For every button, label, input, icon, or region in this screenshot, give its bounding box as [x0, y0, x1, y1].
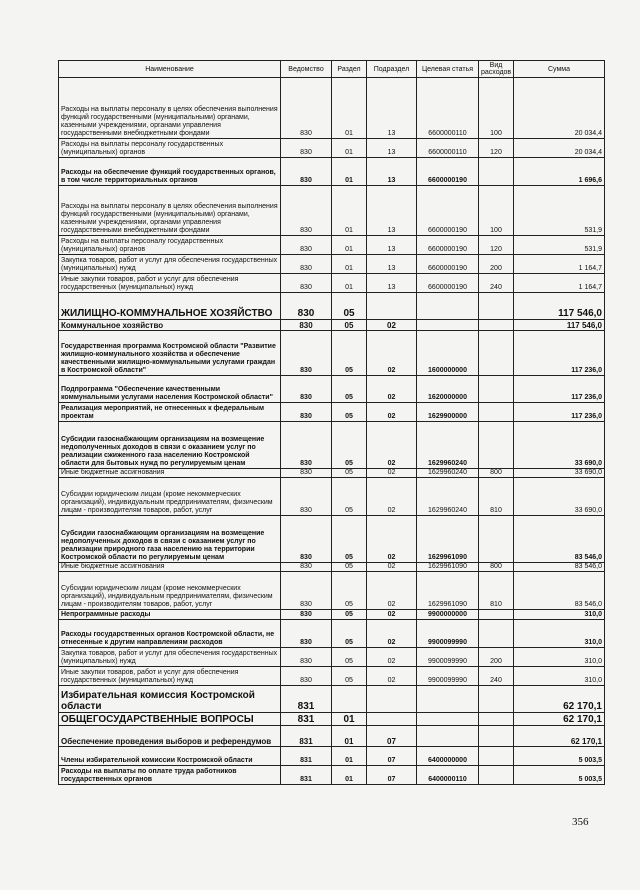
department-cell: 831	[281, 713, 332, 726]
amount-cell: 1 164,7	[514, 274, 605, 293]
target-item-cell: 6600000190	[417, 236, 479, 255]
name-cell: Непрограммные расходы	[59, 610, 281, 620]
table-row	[59, 469, 605, 478]
target-item-cell: 1600000000	[417, 331, 479, 376]
target-item-cell: 1620000000	[417, 376, 479, 403]
section-cell: 05	[332, 516, 367, 563]
subsection-cell: 13	[367, 255, 417, 274]
table-row	[59, 747, 605, 766]
expense-kind-cell	[479, 320, 514, 331]
department-cell: 830	[281, 422, 332, 469]
target-item-cell: 9900000000	[417, 610, 479, 620]
subsection-cell: 02	[367, 572, 417, 610]
amount-cell: 531,9	[514, 236, 605, 255]
amount-cell: 20 034,4	[514, 78, 605, 139]
subsection-cell: 13	[367, 139, 417, 158]
section-cell: 05	[332, 610, 367, 620]
amount-cell: 117 546,0	[514, 320, 605, 331]
subsection-cell: 02	[367, 376, 417, 403]
section-cell: 01	[332, 726, 367, 747]
target-item-cell: 1629960240	[417, 469, 479, 478]
department-cell: 831	[281, 766, 332, 785]
table-row	[59, 563, 605, 572]
expense-kind-cell	[479, 610, 514, 620]
name-cell: Обеспечение проведения выборов и референдумов	[59, 726, 281, 747]
name-cell: Субсидии газоснабжающим организациям на возмещение недополученных доходов в связи с оказанием услуг по реализации природного газа населению на территории Костромской области по регулируемым ценам	[59, 516, 281, 563]
expense-kind-cell: 240	[479, 667, 514, 686]
table-row	[59, 713, 605, 726]
target-item-cell: 6400000110	[417, 766, 479, 785]
table-row	[59, 516, 605, 563]
section-cell: 01	[332, 139, 367, 158]
section-cell: 05	[332, 469, 367, 478]
expense-kind-cell	[479, 686, 514, 713]
target-item-cell: 1629960240	[417, 478, 479, 516]
header-subsection: Подраздел	[367, 61, 417, 78]
department-cell: 830	[281, 667, 332, 686]
section-cell: 01	[332, 274, 367, 293]
amount-cell: 62 170,1	[514, 713, 605, 726]
department-cell: 830	[281, 139, 332, 158]
section-cell: 05	[332, 478, 367, 516]
subsection-cell	[367, 293, 417, 320]
section-cell: 01	[332, 158, 367, 186]
amount-cell: 310,0	[514, 610, 605, 620]
table-row	[59, 274, 605, 293]
amount-cell: 83 546,0	[514, 572, 605, 610]
table-row	[59, 648, 605, 667]
name-cell: ЖИЛИЩНО-КОММУНАЛЬНОЕ ХОЗЯЙСТВО	[59, 293, 281, 320]
amount-cell: 5 003,5	[514, 766, 605, 785]
name-cell: Расходы на выплаты по оплате труда работников государственных органов	[59, 766, 281, 785]
name-cell: Субсидии юридическим лицам (кроме некоммерческих организаций), индивидуальным предпринимателям, физическим лицам - производителям товаров, работ, услуг	[59, 572, 281, 610]
expense-kind-cell: 240	[479, 274, 514, 293]
expense-kind-cell: 100	[479, 78, 514, 139]
department-cell: 830	[281, 376, 332, 403]
subsection-cell: 02	[367, 516, 417, 563]
table-body	[59, 78, 605, 785]
table-header-row	[59, 61, 605, 78]
table-row	[59, 320, 605, 331]
name-cell: Подпрограмма "Обеспечение качественными коммунальными услугами населения Костромской области"	[59, 376, 281, 403]
target-item-cell: 6600000190	[417, 255, 479, 274]
subsection-cell: 02	[367, 648, 417, 667]
section-cell	[332, 686, 367, 713]
target-item-cell: 6600000190	[417, 186, 479, 236]
table-row	[59, 667, 605, 686]
table-row	[59, 766, 605, 785]
name-cell: Расходы на выплаты персоналу в целях обеспечения выполнения функций государственными (муниципальными) органами, казенными учреждениями, органами управления государственными внебюджетными фондами	[59, 78, 281, 139]
amount-cell: 1 696,6	[514, 158, 605, 186]
table-row	[59, 620, 605, 648]
subsection-cell: 02	[367, 610, 417, 620]
subsection-cell: 13	[367, 236, 417, 255]
table-row	[59, 422, 605, 469]
section-cell: 05	[332, 620, 367, 648]
department-cell: 830	[281, 331, 332, 376]
target-item-cell: 6600000190	[417, 158, 479, 186]
section-cell: 05	[332, 376, 367, 403]
expense-kind-cell	[479, 726, 514, 747]
amount-cell: 117 236,0	[514, 403, 605, 422]
department-cell: 831	[281, 726, 332, 747]
department-cell: 831	[281, 686, 332, 713]
table-row	[59, 293, 605, 320]
subsection-cell: 02	[367, 403, 417, 422]
name-cell: Иные закупки товаров, работ и услуг для обеспечения государственных (муниципальных) нужд	[59, 274, 281, 293]
expense-kind-cell: 800	[479, 469, 514, 478]
amount-cell: 33 690,0	[514, 422, 605, 469]
amount-cell: 310,0	[514, 667, 605, 686]
amount-cell: 531,9	[514, 186, 605, 236]
name-cell: Расходы на выплаты персоналу государственных (муниципальных) органов	[59, 236, 281, 255]
section-cell: 01	[332, 236, 367, 255]
subsection-cell: 13	[367, 186, 417, 236]
name-cell: Члены избирательной комиссии Костромской области	[59, 747, 281, 766]
table-row	[59, 610, 605, 620]
name-cell: Расходы на выплаты персоналу в целях обеспечения выполнения функций государственными (муниципальными) органами, казенными учреждениями, органами управления государственными внебюджетными фондами	[59, 186, 281, 236]
subsection-cell	[367, 713, 417, 726]
expense-kind-cell	[479, 516, 514, 563]
table-row	[59, 572, 605, 610]
expense-kind-cell: 200	[479, 255, 514, 274]
target-item-cell: 1629961090	[417, 563, 479, 572]
department-cell: 830	[281, 610, 332, 620]
department-cell: 830	[281, 236, 332, 255]
department-cell: 831	[281, 747, 332, 766]
department-cell: 830	[281, 255, 332, 274]
section-cell: 05	[332, 422, 367, 469]
subsection-cell: 13	[367, 78, 417, 139]
amount-cell: 117 546,0	[514, 293, 605, 320]
expense-kind-cell	[479, 747, 514, 766]
amount-cell: 62 170,1	[514, 686, 605, 713]
target-item-cell	[417, 686, 479, 713]
target-item-cell	[417, 726, 479, 747]
table-row	[59, 403, 605, 422]
table-row	[59, 686, 605, 713]
subsection-cell: 02	[367, 320, 417, 331]
table-row	[59, 255, 605, 274]
amount-cell: 83 546,0	[514, 563, 605, 572]
expense-kind-cell	[479, 376, 514, 403]
expense-kind-cell: 200	[479, 648, 514, 667]
subsection-cell: 02	[367, 620, 417, 648]
table-row	[59, 726, 605, 747]
subsection-cell: 02	[367, 478, 417, 516]
name-cell: Коммунальное хозяйство	[59, 320, 281, 331]
target-item-cell: 1629960240	[417, 422, 479, 469]
department-cell: 830	[281, 469, 332, 478]
name-cell: Субсидии газоснабжающим организациям на возмещение недополученных доходов в связи с оказанием услуг по реализации сжиженного газа населению Костромской области для бытовых нужд по регулируемым ценам	[59, 422, 281, 469]
department-cell: 830	[281, 403, 332, 422]
expense-kind-cell: 810	[479, 478, 514, 516]
target-item-cell: 9900099990	[417, 648, 479, 667]
expense-kind-cell	[479, 766, 514, 785]
expense-kind-cell	[479, 331, 514, 376]
amount-cell: 5 003,5	[514, 747, 605, 766]
target-item-cell: 1629961090	[417, 572, 479, 610]
expense-kind-cell: 120	[479, 139, 514, 158]
expense-kind-cell	[479, 158, 514, 186]
amount-cell: 62 170,1	[514, 726, 605, 747]
target-item-cell: 6600000110	[417, 139, 479, 158]
expense-kind-cell	[479, 422, 514, 469]
section-cell: 01	[332, 713, 367, 726]
department-cell: 830	[281, 293, 332, 320]
target-item-cell	[417, 293, 479, 320]
header-name: Наименование	[59, 61, 281, 78]
section-cell: 01	[332, 766, 367, 785]
section-cell: 01	[332, 747, 367, 766]
name-cell: Расходы на выплаты персоналу государственных (муниципальных) органов	[59, 139, 281, 158]
target-item-cell: 9900099990	[417, 667, 479, 686]
header-amount: Сумма	[514, 61, 605, 78]
table-row	[59, 186, 605, 236]
expense-kind-cell	[479, 403, 514, 422]
name-cell: Иные бюджетные ассигнования	[59, 563, 281, 572]
name-cell: Расходы на обеспечение функций государственных органов, в том числе территориальных органов	[59, 158, 281, 186]
header-target-item: Целевая статья	[417, 61, 479, 78]
table-row	[59, 331, 605, 376]
header-department: Ведомство	[281, 61, 332, 78]
page-number: 356	[572, 816, 589, 828]
expense-kind-cell: 100	[479, 186, 514, 236]
section-cell: 05	[332, 293, 367, 320]
department-cell: 830	[281, 478, 332, 516]
department-cell: 830	[281, 516, 332, 563]
target-item-cell: 6600000190	[417, 274, 479, 293]
name-cell: Субсидии юридическим лицам (кроме некоммерческих организаций), индивидуальным предпринимателям, физическим лицам - производителям товаров, работ, услуг	[59, 478, 281, 516]
expense-kind-cell	[479, 620, 514, 648]
name-cell: Избирательная комиссия Костромской области	[59, 686, 281, 713]
expense-kind-cell: 800	[479, 563, 514, 572]
table-row	[59, 158, 605, 186]
header-expense-kind: Вид расходов	[479, 61, 514, 78]
section-cell: 05	[332, 648, 367, 667]
amount-cell: 310,0	[514, 620, 605, 648]
expense-kind-cell	[479, 713, 514, 726]
subsection-cell: 13	[367, 274, 417, 293]
subsection-cell: 07	[367, 726, 417, 747]
subsection-cell: 13	[367, 158, 417, 186]
department-cell: 830	[281, 563, 332, 572]
department-cell: 830	[281, 572, 332, 610]
name-cell: Закупка товаров, работ и услуг для обеспечения государственных (муниципальных) нужд	[59, 648, 281, 667]
name-cell: Расходы государственных органов Костромской области, не отнесенные к другим направлениям расходов	[59, 620, 281, 648]
amount-cell: 117 236,0	[514, 331, 605, 376]
section-cell: 05	[332, 320, 367, 331]
subsection-cell: 02	[367, 563, 417, 572]
subsection-cell	[367, 686, 417, 713]
budget-table	[58, 60, 605, 785]
department-cell: 830	[281, 78, 332, 139]
expense-kind-cell	[479, 293, 514, 320]
target-item-cell	[417, 713, 479, 726]
target-item-cell: 1629961090	[417, 516, 479, 563]
amount-cell: 33 690,0	[514, 469, 605, 478]
department-cell: 830	[281, 274, 332, 293]
table-row	[59, 236, 605, 255]
department-cell: 830	[281, 158, 332, 186]
section-cell: 05	[332, 667, 367, 686]
amount-cell: 33 690,0	[514, 478, 605, 516]
subsection-cell: 07	[367, 747, 417, 766]
name-cell: Государственная программа Костромской области "Развитие жилищно-коммунального хозяйства и обеспечение качественными жилищно-коммунальными услугами граждан в Костромской области"	[59, 331, 281, 376]
expense-kind-cell: 810	[479, 572, 514, 610]
name-cell: Иные бюджетные ассигнования	[59, 469, 281, 478]
amount-cell: 83 546,0	[514, 516, 605, 563]
amount-cell: 117 236,0	[514, 376, 605, 403]
section-cell: 01	[332, 255, 367, 274]
section-cell: 05	[332, 403, 367, 422]
subsection-cell: 07	[367, 766, 417, 785]
amount-cell: 310,0	[514, 648, 605, 667]
expense-kind-cell: 120	[479, 236, 514, 255]
table-row	[59, 376, 605, 403]
amount-cell: 1 164,7	[514, 255, 605, 274]
table-row	[59, 78, 605, 139]
name-cell: Иные закупки товаров, работ и услуг для обеспечения государственных (муниципальных) нужд	[59, 667, 281, 686]
amount-cell: 20 034,4	[514, 139, 605, 158]
table-row	[59, 139, 605, 158]
subsection-cell: 02	[367, 422, 417, 469]
header-section: Раздел	[332, 61, 367, 78]
subsection-cell: 02	[367, 469, 417, 478]
name-cell: ОБЩЕГОСУДАРСТВЕННЫЕ ВОПРОСЫ	[59, 713, 281, 726]
department-cell: 830	[281, 620, 332, 648]
target-item-cell: 1629900000	[417, 403, 479, 422]
section-cell: 05	[332, 572, 367, 610]
target-item-cell: 6400000000	[417, 747, 479, 766]
department-cell: 830	[281, 648, 332, 667]
table-row	[59, 478, 605, 516]
name-cell: Закупка товаров, работ и услуг для обеспечения государственных (муниципальных) нужд	[59, 255, 281, 274]
section-cell: 01	[332, 186, 367, 236]
section-cell: 05	[332, 563, 367, 572]
target-item-cell	[417, 320, 479, 331]
section-cell: 05	[332, 331, 367, 376]
target-item-cell: 6600000110	[417, 78, 479, 139]
department-cell: 830	[281, 320, 332, 331]
name-cell: Реализация мероприятий, не отнесенных к федеральным проектам	[59, 403, 281, 422]
subsection-cell: 02	[367, 331, 417, 376]
section-cell: 01	[332, 78, 367, 139]
subsection-cell: 02	[367, 667, 417, 686]
department-cell: 830	[281, 186, 332, 236]
target-item-cell: 9900099990	[417, 620, 479, 648]
